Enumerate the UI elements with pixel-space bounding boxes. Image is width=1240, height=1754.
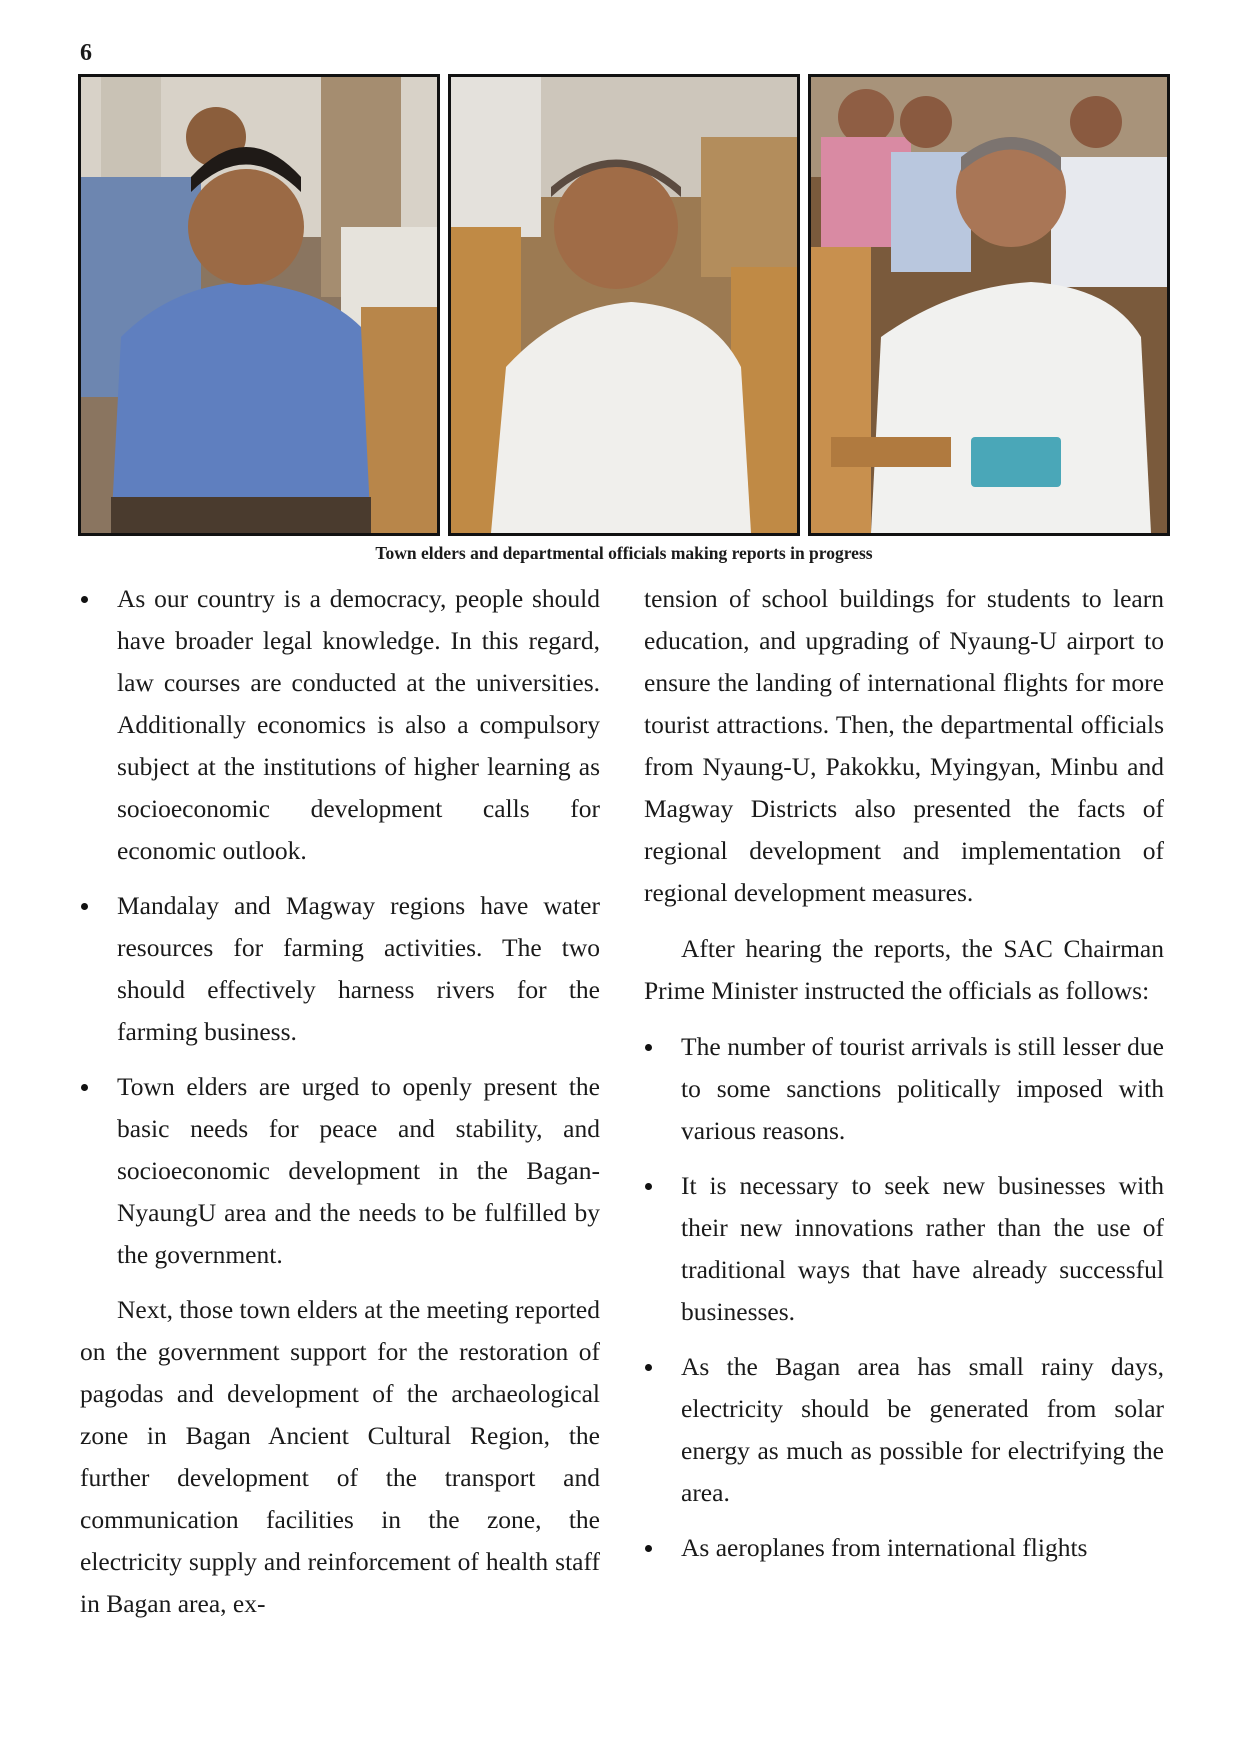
bullet-text: Town elders are urged to openly present the basic needs for peace and stability, and socioeconomic development in the Bagan-NyaungU area and the needs to be fulfilled by the government. [117,1072,600,1269]
bullet-icon [645,1044,652,1051]
photo-2-image [451,77,797,533]
meeting-photo-1 [78,74,440,536]
bullet-icon [81,1084,88,1091]
meeting-photo-2 [448,74,800,536]
list-item [644,1165,1164,1333]
meeting-photo-3 [808,74,1170,536]
bullet-text: It is necessary to seek new businesses with their new innovations rather than the use of traditional ways that have already successful businesses. [681,1171,1164,1326]
bullet-text: As the Bagan area has small rainy days, electricity should be generated from solar energy as much as possible for electrifying the area. [681,1352,1164,1507]
left-column [80,578,600,1639]
bullet-text: As our country is a democracy, people should have broader legal knowledge. In this regard, law courses are conducted at the universities. Additionally economics is also a compulsory subject at the institutions of higher learning as socioeconomic development calls for economic outlook. [117,584,600,865]
bullet-text: The number of tourist arrivals is still lesser due to some sanctions politically imposed with various reasons. [681,1032,1164,1145]
list-item [644,1527,1164,1569]
photo-strip [78,74,1170,536]
list-item [80,578,600,872]
list-item [644,1026,1164,1152]
bullet-icon [645,1545,652,1552]
body-paragraph: Next, those town elders at the meeting reported on the government support for the restoration of pagodas and development of the archaeological zone in Bagan Ancient Cultural Region, the further development of the transport and communication facilities in the zone, the electricity supply and reinforcement of health staff in Bagan area, ex- [80,1295,600,1618]
list-item [80,885,600,1053]
continued-paragraph: tension of school buildings for students to learn education, and upgrading of Nyaung-U airport to ensure the landing of international flights for more tourist attractions. Then, the departmental officials from Nyaung-U, Pakokku, Myingyan, Minbu and Magway Districts also presented the facts of regional development and implementation of regional development measures. [644,584,1164,907]
right-bullet-list [644,1026,1164,1569]
photo-1-image [81,77,437,533]
bullet-text: As aeroplanes from international flights [681,1533,1088,1562]
bullet-icon [81,596,88,603]
left-bullet-list [80,578,600,1276]
list-item [80,1066,600,1276]
figure-caption: Town elders and departmental officials making reports in progress [375,543,873,563]
list-item [644,1346,1164,1514]
right-column [644,578,1164,1582]
page-number: 6 [80,40,92,66]
bullet-icon [645,1364,652,1371]
bullet-icon [81,903,88,910]
bullet-icon [645,1183,652,1190]
body-paragraph: After hearing the reports, the SAC Chairman Prime Minister instructed the officials as follows: [644,934,1164,1005]
photo-3-image [811,77,1167,533]
bullet-text: Mandalay and Magway regions have water resources for farming activities. The two should effectively harness rivers for the farming business. [117,891,600,1046]
